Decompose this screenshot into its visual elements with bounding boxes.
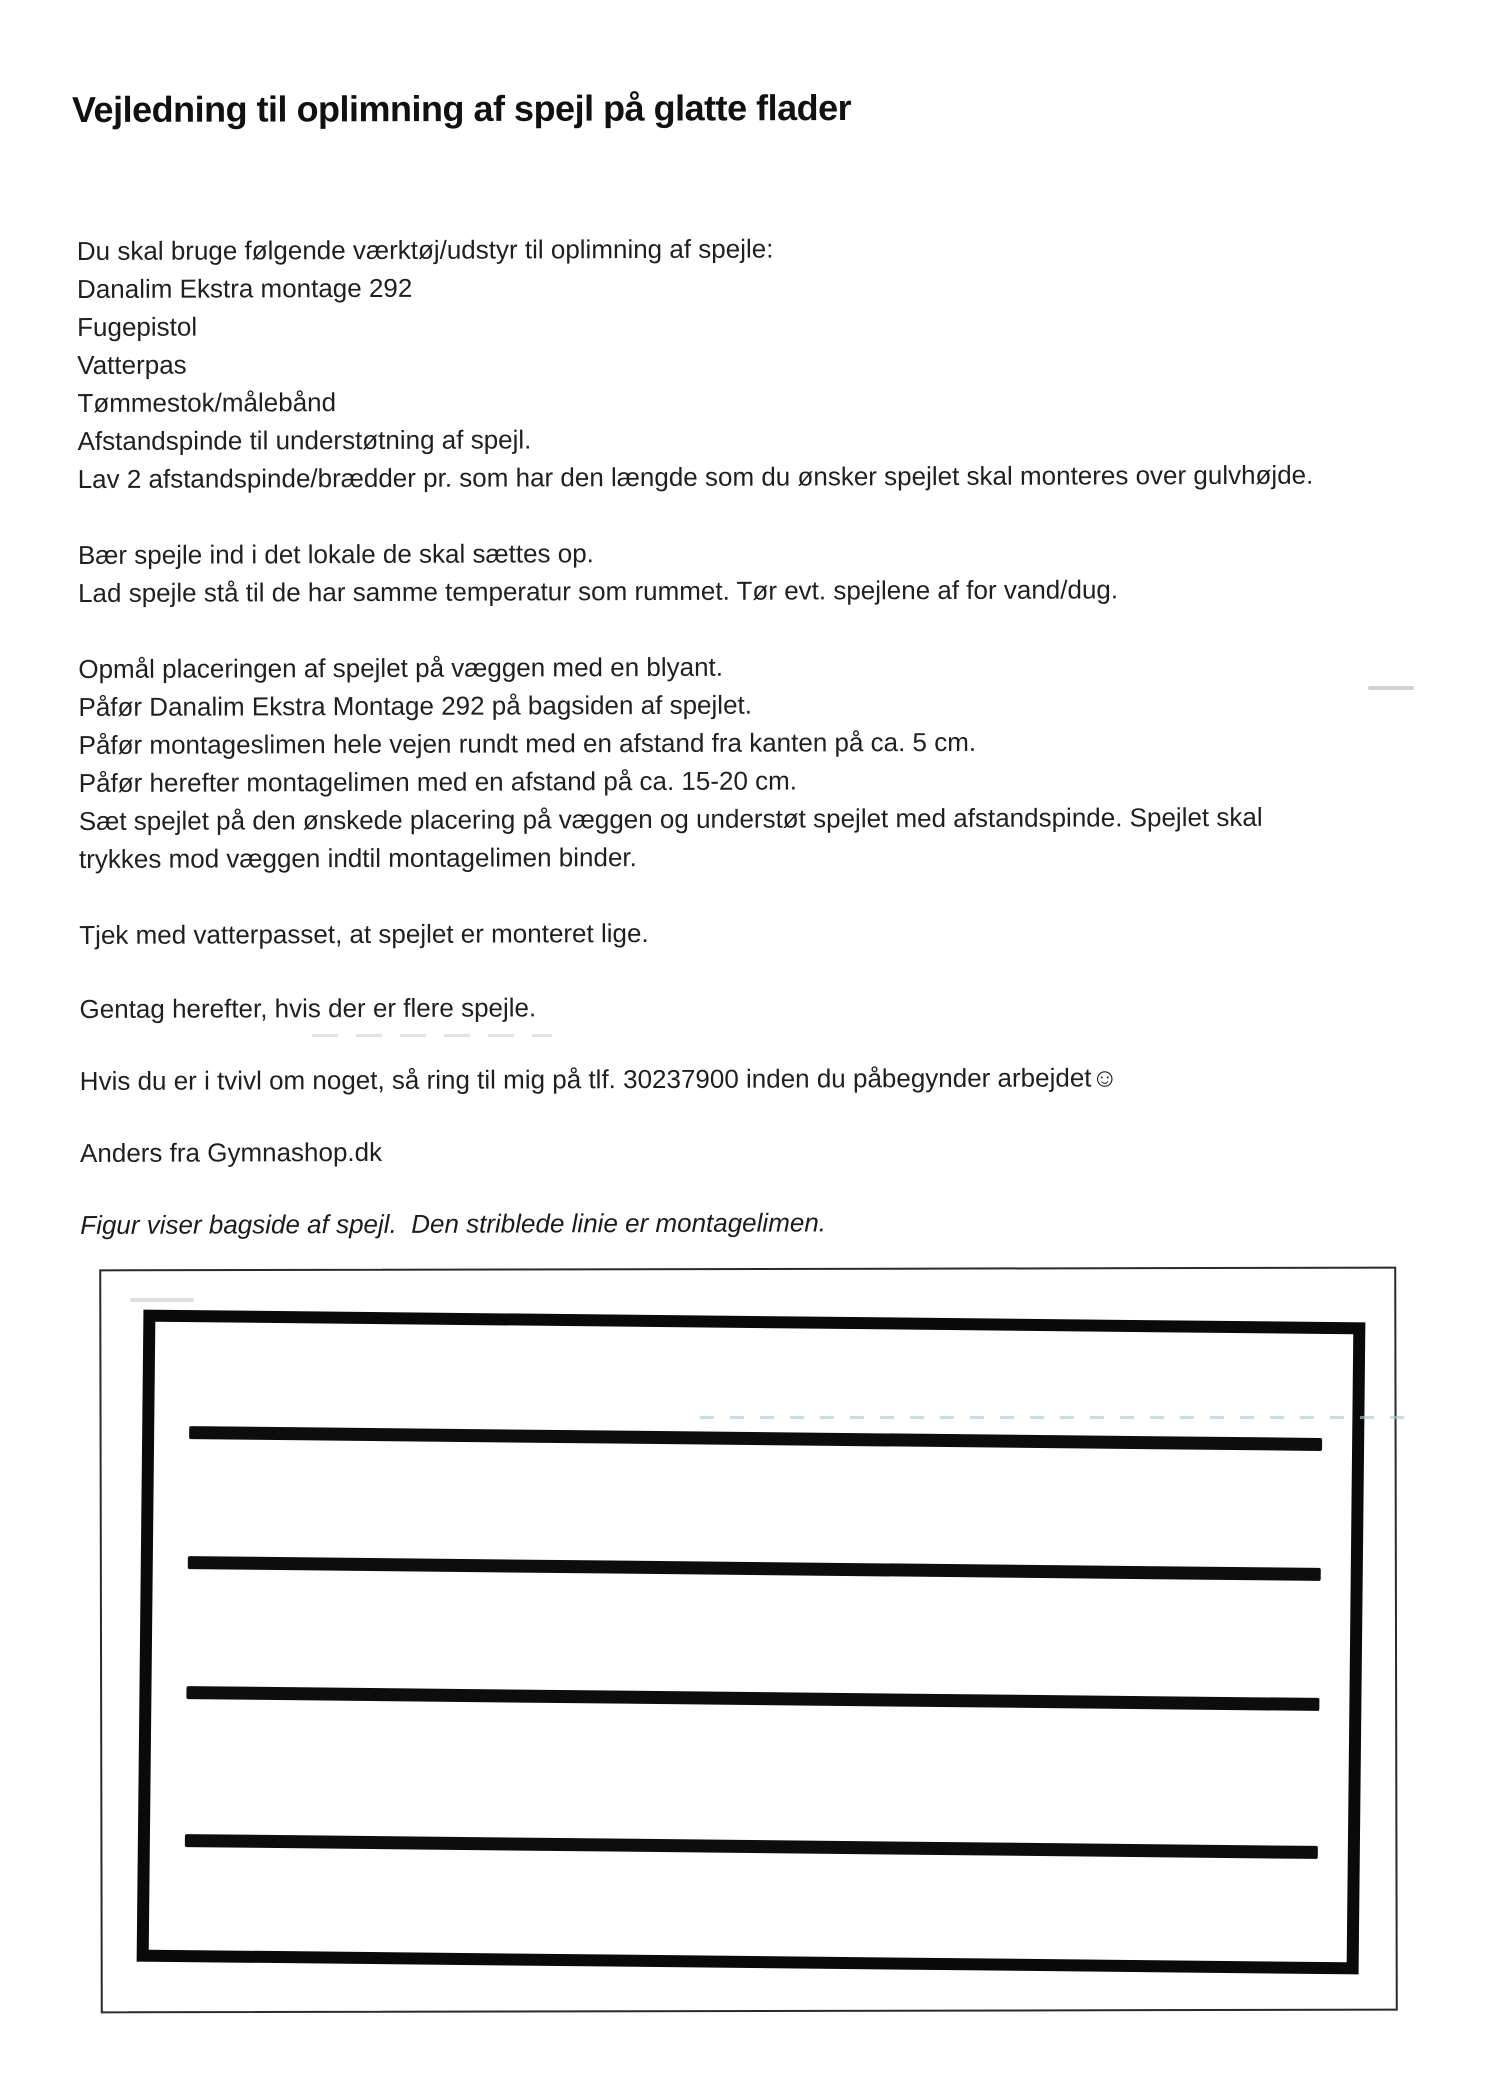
text-line: Tjek med vatterpasset, at spejlet er monteret lige. xyxy=(79,918,649,950)
paragraph-preparation xyxy=(78,531,1458,612)
glue-stripe xyxy=(189,1426,1322,1451)
glue-stripe xyxy=(185,1834,1318,1859)
text-line: Danalim Ekstra montage 292 xyxy=(76,272,413,304)
text-line: Gentag herefter, hvis der er flere spejle. xyxy=(79,992,537,1024)
text-line: Tømmestok/målebånd xyxy=(77,387,337,418)
text-line: Hvis du er i tvivl om noget, så ring til mig på tlf. 30237900 inden du påbegynder arbejdet☺ xyxy=(79,1062,1119,1096)
glue-stripe xyxy=(188,1556,1321,1581)
text-line: Bær spejle ind i det lokale de skal sættes op. xyxy=(77,538,594,570)
text-line: Påfør montageslimen hele vejen rundt med en afstand fra kanten på ca. 5 cm. xyxy=(78,726,977,760)
figure-frame xyxy=(99,1267,1398,2014)
text-line: Sæt spejlet på den ønskede placering på væggen og understøt spejlet med afstandspinde. Spejlet skal xyxy=(78,801,1263,836)
text-line: Lav 2 afstandspinde/brædder pr. som har den længde som du ønsker spejlet skal monteres over gulvhøjde. xyxy=(77,459,1314,494)
paragraph-tools-list xyxy=(77,227,1458,498)
text-line: Vatterpas xyxy=(77,349,187,380)
figure-caption: Figur viser bagside af spejl. Den striblede linie er montagelimen. xyxy=(80,1207,827,1240)
text-line: Påfør herefter montagelimen med en afstand på ca. 15-20 cm. xyxy=(78,765,798,798)
text-line: Opmål placeringen af spejlet på væggen med en blyant. xyxy=(78,651,724,684)
text-line: Påfør Danalim Ekstra Montage 292 på bagsiden af spejlet. xyxy=(78,689,753,722)
paragraph-signature xyxy=(80,1129,1460,1172)
glue-stripe xyxy=(186,1686,1319,1711)
text-line: Afstandspinde til understøtning af spejl. xyxy=(77,424,532,456)
scan-artifact xyxy=(312,1034,552,1037)
text-line: Lad spejle stå til de har samme temperatur som rummet. Tør evt. spejlene af for vand/dug. xyxy=(78,574,1119,608)
page-title: Vejledning til oplimning af spejl på glatte flader xyxy=(71,86,852,131)
paragraph-mounting-steps xyxy=(78,645,1459,878)
paragraph-repeat xyxy=(79,985,1459,1028)
text-line: Fugepistol xyxy=(77,311,198,342)
paragraph-contact xyxy=(80,1057,1460,1100)
text-line: Anders fra Gymnashop.dk xyxy=(79,1136,383,1168)
mirror-glue-outline xyxy=(137,1310,1366,1975)
paragraph-check-level xyxy=(79,911,1459,954)
text-line: trykkes mod væggen indtil montagelimen binder. xyxy=(78,842,637,874)
text-line: Du skal bruge følgende værktøj/udstyr til oplimning af spejle: xyxy=(76,233,774,266)
